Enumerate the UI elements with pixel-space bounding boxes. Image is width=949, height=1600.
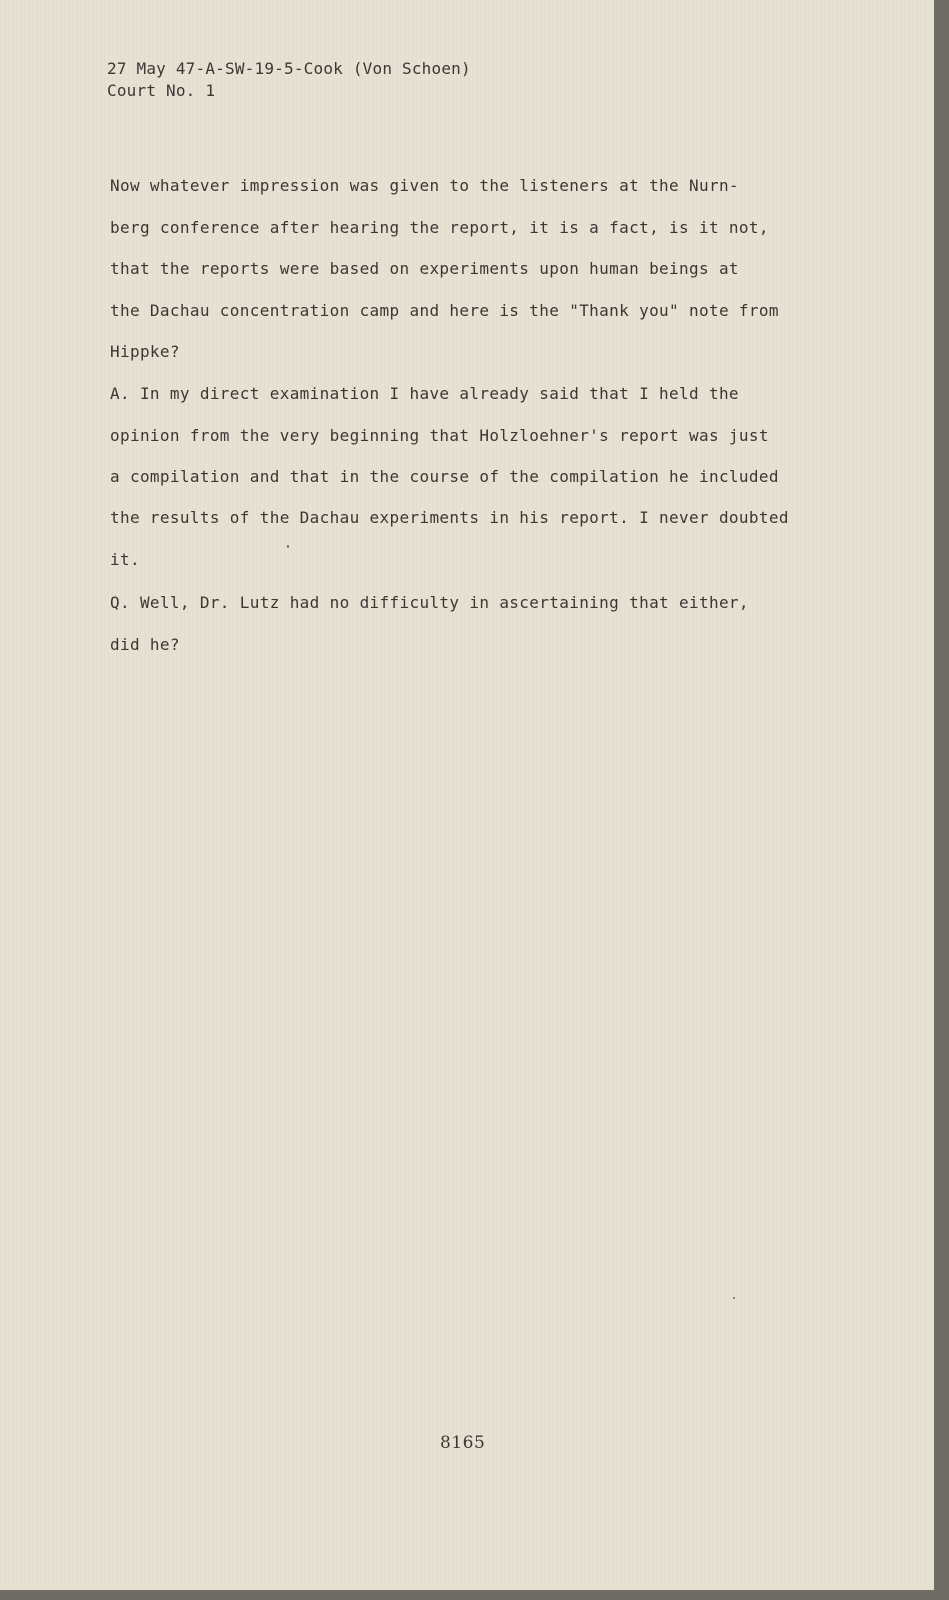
text-line: it.: [110, 550, 140, 569]
ink-speck: [287, 545, 289, 548]
text-line: Hippke?: [110, 342, 180, 361]
text-line: Q. Well, Dr. Lutz had no difficulty in ascertaining that either,: [110, 593, 749, 612]
document-header: [107, 58, 471, 102]
text-line: berg conference after hearing the report, it is a fact, is it not,: [110, 218, 769, 237]
text-line: that the reports were based on experiments upon human beings at: [110, 259, 739, 278]
text-line: a compilation and that in the course of the compilation he included: [110, 467, 779, 486]
text-line: A. In my direct examination I have already said that I held the: [110, 384, 739, 403]
session-reference: 27 May 47-A-SW-19-5-Cook (Von Schoen): [107, 59, 471, 78]
court-number: Court No. 1: [107, 81, 216, 100]
text-line: the Dachau concentration camp and here is the "Thank you" note from: [110, 301, 779, 320]
text-line: opinion from the very beginning that Holzloehner's report was just: [110, 426, 769, 445]
text-line: the results of the Dachau experiments in his report. I never doubted: [110, 508, 789, 527]
ink-speck: [733, 1297, 735, 1299]
page-number: 8165: [440, 1433, 486, 1453]
text-line: did he?: [110, 635, 180, 654]
text-line: Now whatever impression was given to the listeners at the Nurn-: [110, 176, 739, 195]
